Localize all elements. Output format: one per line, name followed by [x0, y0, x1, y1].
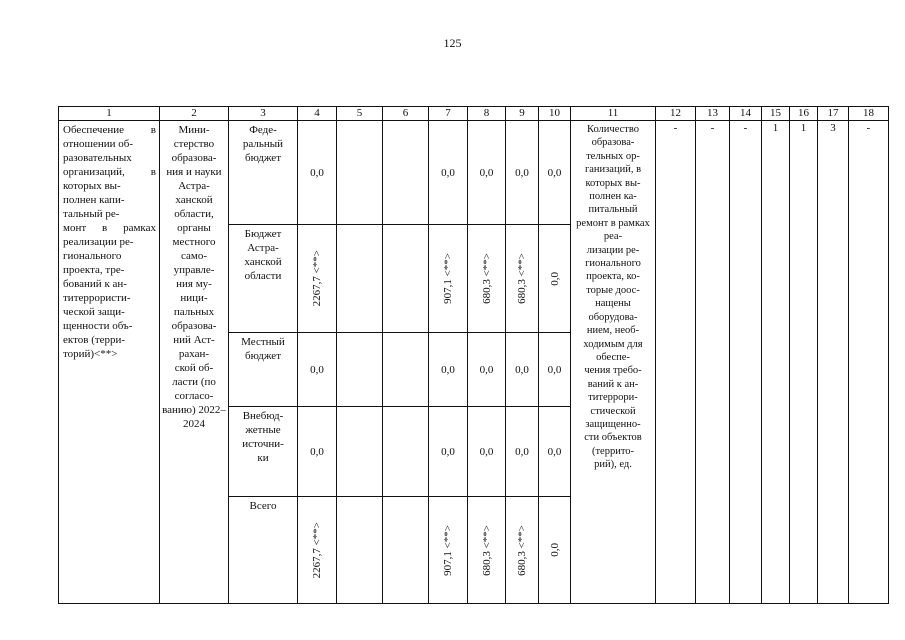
- target-cell: -: [849, 121, 889, 604]
- funding-source: Всего: [229, 497, 298, 604]
- col-header: 16: [790, 107, 818, 121]
- funding-source: Внебюд- жетные источни- ки: [229, 407, 298, 497]
- vertical-value: 2267,7 <**>: [311, 250, 323, 307]
- vertical-value: 907,1 <**>: [442, 253, 454, 304]
- col-header: 2: [160, 107, 229, 121]
- target-cell: 1: [762, 121, 790, 604]
- col-header: 3: [229, 107, 298, 121]
- col-header: 17: [818, 107, 849, 121]
- header-row: [59, 107, 889, 121]
- target-cell: 3: [818, 121, 849, 604]
- col-header: 7: [429, 107, 468, 121]
- col-header: 4: [298, 107, 337, 121]
- value-cell: 0,0: [539, 121, 571, 225]
- value-cell: [337, 497, 383, 604]
- target-cell: -: [696, 121, 730, 604]
- target-cell: -: [656, 121, 696, 604]
- col-header: 13: [696, 107, 730, 121]
- value-cell: [383, 333, 429, 407]
- funding-source: Феде- ральный бюджет: [229, 121, 298, 225]
- value-cell: [337, 121, 383, 225]
- col-header: 1: [59, 107, 160, 121]
- value-cell: 0,0: [298, 407, 337, 497]
- value-cell: 0,0: [429, 333, 468, 407]
- value-cell: 0,0: [429, 407, 468, 497]
- col-header: 14: [730, 107, 762, 121]
- col-header: 8: [468, 107, 506, 121]
- value-cell: 0,0: [539, 407, 571, 497]
- value-cell: [298, 225, 337, 333]
- target-cell: 1: [790, 121, 818, 604]
- value-cell: 0,0: [468, 121, 506, 225]
- value-cell: 0,0: [506, 407, 539, 497]
- value-cell: [383, 225, 429, 333]
- col-header: 5: [337, 107, 383, 121]
- col-header: 12: [656, 107, 696, 121]
- col-header: 11: [571, 107, 656, 121]
- value-cell: 0,0: [298, 333, 337, 407]
- table-row: [59, 121, 889, 225]
- vertical-value: 2267,7 <**>: [311, 521, 323, 579]
- value-cell: [337, 225, 383, 333]
- value-cell: [337, 407, 383, 497]
- value-cell: 0,0: [506, 121, 539, 225]
- vertical-value: 680,3 <**>: [480, 253, 493, 304]
- value-cell: 0,0: [429, 121, 468, 225]
- page-number: 125: [443, 36, 462, 50]
- vertical-value: 0,0: [548, 271, 561, 286]
- col-header: 6: [383, 107, 429, 121]
- value-cell: [383, 121, 429, 225]
- value-cell: [383, 407, 429, 497]
- col-header: 10: [539, 107, 571, 121]
- col-header: 9: [506, 107, 539, 121]
- value-cell: [429, 225, 468, 333]
- value-cell: [298, 497, 337, 604]
- executor-cell: Мини- стерство образова- ния и науки Астра- ханской области, органы местного само- управле- ния му- ници- пальных образова- ний Аст- рахан- ской об- ласти (по согласо- ванию) 2022– 2024: [160, 121, 229, 604]
- indicator-cell: Количество образова- тельных ор- ганизаций, в которых вы- полнен ка- питальный ремонт в рамках реа- лизации ре- гионального проекта, ко- торые доос- нащены оборудова- нием, необ- ходимым для обеспе- чения требо- ваний к ан- титеррори- стической защищенно- сти объектов (террито- рий), ед.: [571, 121, 656, 604]
- value-cell: [539, 225, 571, 333]
- value-cell: [506, 497, 539, 604]
- value-cell: 0,0: [506, 333, 539, 407]
- value-cell: 0,0: [298, 121, 337, 225]
- activity-cell: Обеспечение в отношении об- разовательных организаций, в которых вы- полнен капи- тальный ре- монт в рамках реализации ре- гионального проекта, тре- бований к ан- титеррористи- ческой защи- щенности объ- ектов (терри- торий)<**>: [59, 121, 160, 604]
- col-header: 18: [849, 107, 889, 121]
- col-header: 15: [762, 107, 790, 121]
- value-cell: 0,0: [539, 333, 571, 407]
- value-cell: 0,0: [468, 407, 506, 497]
- value-cell: [337, 333, 383, 407]
- value-cell: [468, 225, 506, 333]
- funding-source: Местный бюджет: [229, 333, 298, 407]
- target-cell: -: [730, 121, 762, 604]
- vertical-value: 680,3 <**>: [480, 524, 493, 576]
- value-cell: [506, 225, 539, 333]
- value-cell: [539, 497, 571, 604]
- value-cell: [468, 497, 506, 604]
- value-cell: [429, 497, 468, 604]
- vertical-value: 0,0: [548, 543, 561, 557]
- vertical-value: 680,3 <**>: [516, 524, 528, 576]
- value-cell: [383, 497, 429, 604]
- vertical-value: 907,1 <**>: [442, 524, 454, 576]
- funding-source: Бюджет Астра- ханской области: [229, 225, 298, 333]
- program-table: [58, 106, 889, 604]
- value-cell: 0,0: [468, 333, 506, 407]
- vertical-value: 680,3 <**>: [516, 253, 528, 304]
